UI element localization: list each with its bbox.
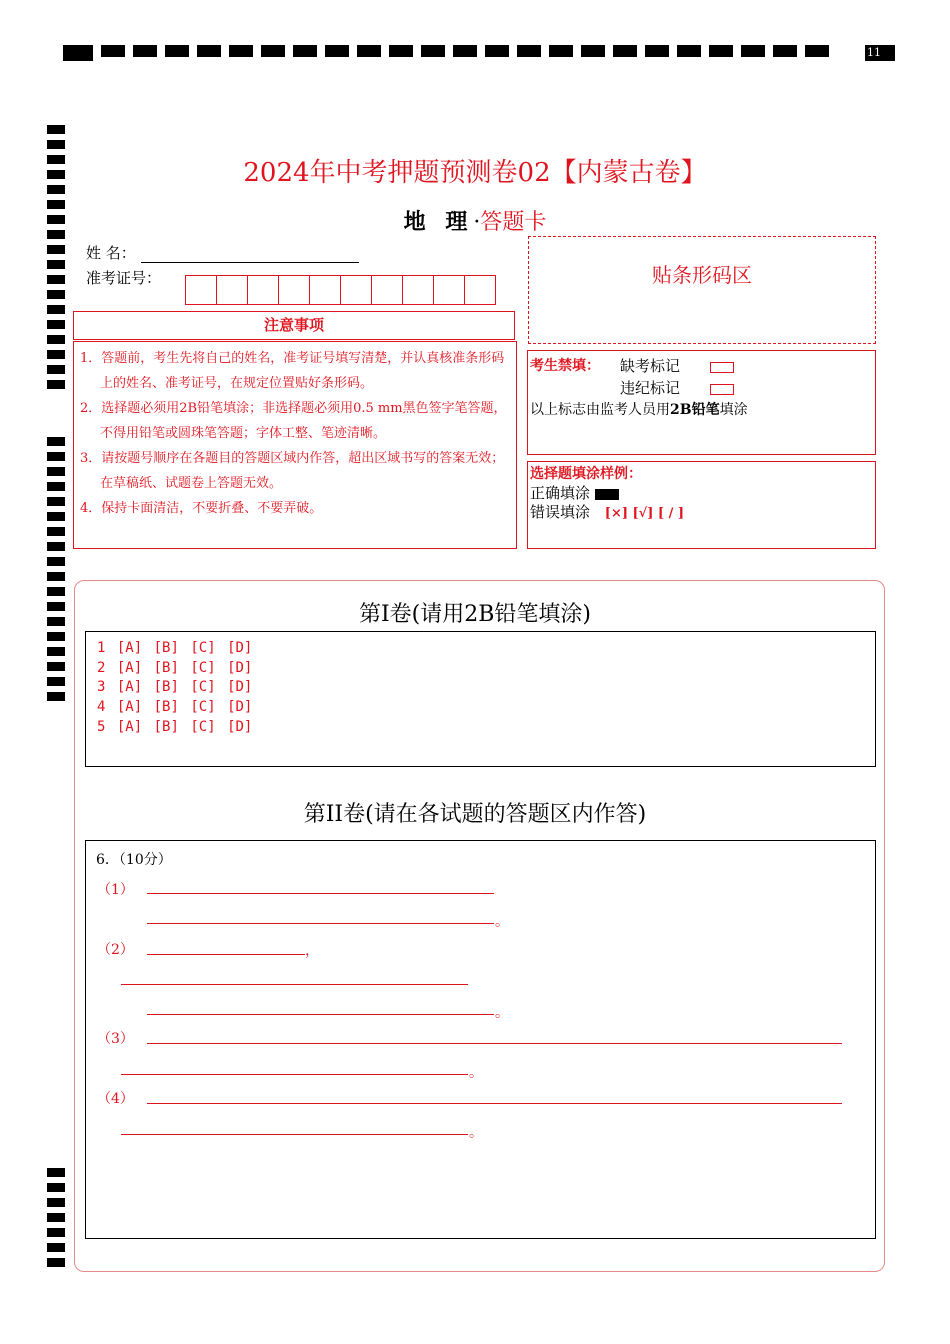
q6-part1-answer-line[interactable]: [147, 893, 494, 894]
q6-part4-period: 。: [469, 1125, 483, 1141]
q6-part2-comma: ，: [305, 943, 319, 959]
q6-part2-answer-line[interactable]: [121, 984, 468, 985]
q6-part4-label: （4）: [97, 1091, 134, 1107]
sample-heading: 选择题填涂样例：: [530, 466, 642, 482]
q6-part3-answer-line[interactable]: [121, 1074, 468, 1075]
notice-item: 4．保持卡面清洁，不要折叠、不要弄破。: [80, 501, 323, 516]
barcode-area: [528, 236, 876, 344]
wrong-fill-label: 错误填涂: [530, 503, 591, 521]
barcode-label: 贴条形码区: [652, 263, 752, 287]
question-6-box: [85, 840, 876, 1239]
q6-part2-label: （2）: [97, 942, 134, 958]
subtitle-separator: ·: [473, 210, 481, 235]
mcq-row: [97, 659, 875, 679]
q6-part3-period: 。: [469, 1065, 483, 1081]
q6-part2-answer-line[interactable]: [147, 954, 305, 955]
option-c-bubble[interactable]: [C]: [190, 679, 216, 696]
q6-part3-answer-line[interactable]: [147, 1043, 842, 1044]
mcq-row: [97, 718, 875, 738]
question-number: 3: [97, 679, 106, 696]
q6-part1-period: 。: [495, 914, 509, 930]
correct-fill-label: 正确填涂: [530, 484, 591, 502]
exam-id-boxes[interactable]: [185, 275, 496, 305]
page-title: 2024年中考押题预测卷02【内蒙古卷】: [243, 158, 707, 188]
question-number: 2: [97, 659, 106, 676]
option-a-bubble[interactable]: [A]: [116, 659, 143, 676]
notice-item: 3．请按题号顺序在各题目的答题区域内作答，超出区域书写的答案无效；在草稿纸、试题卷上答题无效。: [80, 451, 505, 491]
ban-note-suffix: 填涂: [719, 402, 748, 418]
option-b-bubble[interactable]: [B]: [153, 640, 179, 656]
option-b-bubble[interactable]: [B]: [153, 718, 179, 735]
filled-sample-mark: [595, 489, 619, 500]
q6-part2-period: 。: [495, 1005, 509, 1021]
notice-heading: 注意事项: [73, 311, 515, 340]
ban-note: [530, 399, 748, 419]
option-a-bubble[interactable]: [A]: [116, 679, 143, 696]
section1-title: 第I卷(请用2B铅笔填涂): [358, 602, 592, 627]
option-b-bubble[interactable]: [B]: [153, 679, 179, 696]
absent-mark-row: [620, 355, 734, 376]
question-6-label: 6．（10分）: [96, 852, 172, 868]
option-d-bubble[interactable]: [D]: [227, 699, 253, 716]
mcq-row: [97, 639, 875, 659]
option-d-bubble[interactable]: [D]: [227, 640, 253, 656]
id-label: 准考证号：: [86, 269, 162, 287]
q6-part2-answer-line[interactable]: [147, 1014, 494, 1015]
question-number: 5: [97, 718, 106, 735]
option-d-bubble[interactable]: [D]: [227, 679, 253, 696]
q6-part1-label: （1）: [97, 882, 134, 898]
question-number: 4: [97, 699, 106, 716]
q6-part1-answer-line[interactable]: [147, 923, 494, 924]
page-subtitle: [0, 205, 950, 236]
option-c-bubble[interactable]: [C]: [190, 640, 216, 656]
violation-mark-row: [620, 377, 734, 398]
wrong-fill-row: [530, 503, 873, 523]
left-timing-marks-lower: [47, 1168, 65, 1267]
ban-note-prefix: 以上标志由监考人员用: [530, 402, 670, 418]
subject-name: 地 理: [403, 209, 474, 235]
name-input[interactable]: [141, 244, 359, 263]
notice-item: 1．答题前，考生先将自己的姓名，准考证号填写清楚，并认真核准条形码上的姓名、准考证号，在规定位置贴好条形码。: [80, 351, 505, 391]
option-b-bubble[interactable]: [B]: [153, 659, 179, 676]
q6-part4-answer-line[interactable]: [147, 1103, 842, 1104]
left-timing-marks-middle: [47, 437, 65, 701]
name-label: 姓 名：: [86, 244, 136, 262]
option-c-bubble[interactable]: [C]: [190, 699, 216, 716]
option-a-bubble[interactable]: [A]: [116, 718, 143, 735]
q6-part3-label: （3）: [97, 1031, 134, 1047]
violation-mark-label: 违纪标记: [620, 379, 681, 397]
option-c-bubble[interactable]: [C]: [190, 718, 216, 735]
ban-heading: 考生禁填：: [530, 358, 600, 374]
proctor-only-area: [527, 350, 876, 455]
mcq-row: [97, 678, 875, 698]
fill-sample-area: [527, 461, 876, 549]
top-timing-marks: [63, 45, 829, 61]
option-c-bubble[interactable]: [C]: [190, 659, 216, 676]
option-a-bubble[interactable]: [A]: [116, 640, 143, 656]
notice-body: [73, 341, 517, 549]
answer-card-label: 答题卡: [480, 210, 547, 235]
option-d-bubble[interactable]: [D]: [227, 718, 253, 735]
section2-title: 第II卷(请在各试题的答题区内作答): [303, 802, 647, 827]
question-number: 1: [97, 640, 106, 656]
ban-note-bold: 2B铅笔: [670, 402, 720, 418]
wrong-fill-marks: [×] [√] [ / ]: [604, 506, 684, 521]
multiple-choice-box: [85, 631, 876, 767]
option-a-bubble[interactable]: [A]: [116, 699, 143, 716]
page-number: 11: [865, 45, 895, 61]
name-row: [86, 242, 359, 263]
violation-mark-box[interactable]: [710, 384, 734, 395]
mcq-row: [97, 698, 875, 718]
absent-mark-box[interactable]: [710, 362, 734, 373]
option-b-bubble[interactable]: [B]: [153, 699, 179, 716]
option-d-bubble[interactable]: [D]: [227, 659, 253, 676]
absent-mark-label: 缺考标记: [620, 357, 681, 375]
q6-part4-answer-line[interactable]: [121, 1134, 468, 1135]
correct-fill-row: [530, 484, 873, 503]
notice-item: 2．选择题必须用2B铅笔填涂；非选择题必须用0.5 mm黑色签字笔答题，不得用铅笔或圆珠笔答题；字体工整、笔迹清晰。: [80, 401, 507, 441]
